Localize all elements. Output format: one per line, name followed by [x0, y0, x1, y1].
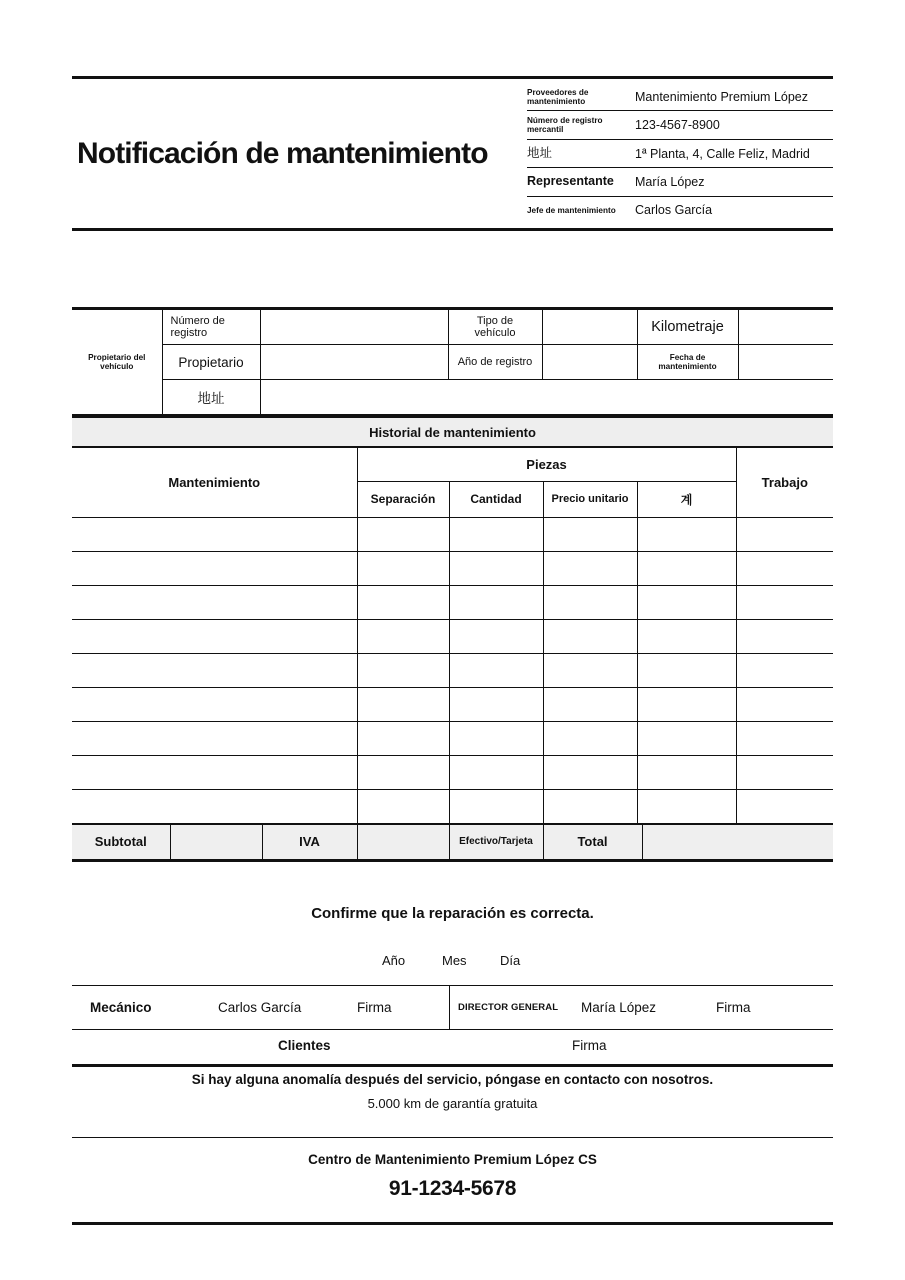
totals-label-payment-method: Efectivo/Tarjeta — [449, 824, 543, 860]
history-cell-maintenance[interactable] — [72, 619, 357, 653]
meta-label-address: 地址 — [527, 145, 553, 160]
history-cell-total[interactable] — [637, 517, 736, 551]
meta-label-maintenance-chief: Jefe de mantenimiento — [527, 205, 616, 215]
owner-value-address[interactable] — [260, 380, 833, 415]
date-label-day: Día — [500, 953, 521, 968]
history-cell-total[interactable] — [637, 653, 736, 687]
footer-notes — [72, 1072, 833, 1111]
totals-value-subtotal[interactable] — [170, 824, 262, 860]
director-name: María López — [581, 1000, 657, 1015]
signature-block — [72, 985, 833, 1067]
history-cell-work[interactable] — [736, 551, 833, 585]
table-row — [72, 824, 833, 860]
owner-label-maintenance-date: Fecha de mantenimiento — [637, 345, 738, 380]
maintenance-history-table — [72, 448, 833, 823]
vehicle-owner-table — [72, 309, 833, 415]
history-cell-unit-price[interactable] — [543, 551, 637, 585]
history-cell-unit-price[interactable] — [543, 755, 637, 789]
owner-value-maintenance-date[interactable] — [738, 345, 833, 380]
table-row — [72, 653, 833, 687]
footer-divider — [72, 1222, 833, 1225]
maintenance-history-section — [72, 416, 833, 862]
owner-label-vehicle-type: Tipo de vehículo — [448, 310, 542, 345]
footer-contact — [72, 1137, 833, 1201]
owner-label-mileage: Kilometraje — [637, 310, 738, 345]
history-cell-separation[interactable] — [357, 789, 449, 823]
totals-label-iva: IVA — [262, 824, 357, 860]
meta-value-representative: María López — [635, 174, 705, 189]
table-row — [72, 721, 833, 755]
meta-label-representative: Representante — [527, 174, 614, 189]
history-cell-maintenance[interactable] — [72, 721, 357, 755]
history-cell-separation[interactable] — [357, 653, 449, 687]
history-cell-quantity[interactable] — [449, 789, 543, 823]
history-cell-separation[interactable] — [357, 585, 449, 619]
history-cell-unit-price[interactable] — [543, 653, 637, 687]
history-cell-quantity[interactable] — [449, 551, 543, 585]
table-row — [72, 380, 833, 415]
signature-row-clients — [72, 1030, 833, 1064]
owner-value-vehicle-type[interactable] — [542, 310, 637, 345]
history-subcol-unit-price: Precio unitario — [543, 481, 637, 517]
history-cell-total[interactable] — [637, 687, 736, 721]
mechanic-signature-label[interactable]: Firma — [357, 1000, 392, 1015]
history-cell-work[interactable] — [736, 687, 833, 721]
history-header-row-1 — [72, 448, 833, 481]
history-cell-total[interactable] — [637, 619, 736, 653]
footer-phone: 91-1234-5678 — [388, 1177, 517, 1200]
owner-label-owner-name: Propietario — [162, 345, 260, 380]
mechanic-label: Mecánico — [90, 1000, 152, 1015]
owner-value-mileage[interactable] — [738, 310, 833, 345]
table-row — [72, 619, 833, 653]
meta-row-address — [527, 140, 833, 168]
table-row — [72, 551, 833, 585]
meta-row-provider — [527, 83, 833, 111]
history-cell-quantity[interactable] — [449, 687, 543, 721]
page-title: Notificación de mantenimiento — [77, 136, 488, 170]
table-row — [72, 517, 833, 551]
history-col-work: Trabajo — [736, 448, 833, 517]
history-cell-total[interactable] — [637, 585, 736, 619]
history-cell-total[interactable] — [637, 551, 736, 585]
director-label: DIRECTOR GENERAL — [458, 1002, 559, 1013]
history-cell-unit-price[interactable] — [543, 619, 637, 653]
history-subcol-total: 계 — [637, 481, 736, 517]
history-cell-maintenance[interactable] — [72, 687, 357, 721]
history-col-parts: Piezas — [357, 448, 736, 481]
director-signature-label[interactable]: Firma — [716, 1000, 751, 1015]
history-cell-unit-price[interactable] — [543, 517, 637, 551]
meta-row-maintenance-chief — [527, 197, 833, 224]
history-cell-quantity[interactable] — [449, 585, 543, 619]
history-cell-unit-price[interactable] — [543, 721, 637, 755]
confirmation-title: Confirme que la reparación es correcta. — [311, 905, 594, 922]
date-label-year: Año — [382, 953, 406, 968]
history-cell-work[interactable] — [736, 517, 833, 551]
history-cell-quantity[interactable] — [449, 755, 543, 789]
history-cell-work[interactable] — [736, 789, 833, 823]
history-cell-maintenance[interactable] — [72, 551, 357, 585]
owner-value-registration-year[interactable] — [542, 345, 637, 380]
history-cell-work[interactable] — [736, 721, 833, 755]
history-cell-maintenance[interactable] — [72, 653, 357, 687]
owner-value-owner-name[interactable] — [260, 345, 448, 380]
history-cell-separation[interactable] — [357, 551, 449, 585]
totals-value-total[interactable] — [642, 824, 833, 860]
totals-label-subtotal: Subtotal — [72, 824, 170, 860]
history-cell-unit-price[interactable] — [543, 687, 637, 721]
history-subcol-separation: Separación — [357, 481, 449, 517]
owner-side-label: Propietario del vehículo — [72, 310, 162, 415]
owner-label-registration-year: Año de registro — [448, 345, 542, 380]
table-row — [72, 345, 833, 380]
history-cell-separation[interactable] — [357, 687, 449, 721]
table-row — [72, 310, 833, 345]
history-cell-maintenance[interactable] — [72, 585, 357, 619]
footer-warranty-note: 5.000 km de garantía gratuita — [367, 1096, 538, 1111]
totals-label-total: Total — [543, 824, 642, 860]
history-cell-total[interactable] — [637, 721, 736, 755]
totals-row — [72, 823, 833, 862]
meta-label-business-number: Número de registro mercantil — [527, 116, 603, 135]
owner-value-registration-number[interactable] — [260, 310, 448, 345]
history-col-maintenance: Mantenimiento — [72, 448, 357, 517]
totals-value-iva[interactable] — [357, 824, 449, 860]
document-header — [72, 76, 833, 231]
history-cell-work[interactable] — [736, 585, 833, 619]
meta-label-provider: Proveedores de mantenimiento — [527, 87, 589, 106]
meta-row-business-number — [527, 111, 833, 139]
history-cell-separation[interactable] — [357, 721, 449, 755]
owner-label-registration-number: Número de registro — [162, 310, 260, 345]
history-subcol-quantity: Cantidad — [449, 481, 543, 517]
meta-value-provider: Mantenimiento Premium López — [635, 89, 808, 104]
meta-value-address: 1ª Planta, 4, Calle Feliz, Madrid — [635, 146, 810, 161]
meta-value-maintenance-chief: Carlos García — [635, 203, 713, 218]
clients-label: Clientes — [278, 1038, 331, 1053]
history-cell-work[interactable] — [736, 653, 833, 687]
history-title: Historial de mantenimiento — [72, 416, 833, 448]
table-row — [72, 585, 833, 619]
history-cell-quantity[interactable] — [449, 517, 543, 551]
signature-row-officials — [72, 986, 833, 1030]
history-cell-work[interactable] — [736, 619, 833, 653]
clients-signature-label[interactable]: Firma — [572, 1038, 607, 1053]
mechanic-name: Carlos García — [218, 1000, 302, 1015]
vehicle-owner-section — [72, 307, 833, 418]
meta-row-representative — [527, 168, 833, 196]
footer-anomaly-note: Si hay alguna anomalía después del servicio, póngase en contacto con nosotros. — [191, 1072, 714, 1087]
table-row — [72, 687, 833, 721]
table-row — [72, 789, 833, 823]
history-cell-separation[interactable] — [357, 517, 449, 551]
date-label-month: Mes — [442, 953, 467, 968]
history-cell-quantity[interactable] — [449, 619, 543, 653]
footer-center-name: Centro de Mantenimiento Premium López CS — [308, 1152, 597, 1167]
history-cell-total[interactable] — [637, 755, 736, 789]
history-cell-quantity[interactable] — [449, 721, 543, 755]
document-page — [72, 0, 833, 1280]
history-cell-separation[interactable] — [357, 755, 449, 789]
provider-info-table — [527, 79, 833, 228]
history-cell-unit-price[interactable] — [543, 585, 637, 619]
owner-label-address: 地址 — [162, 380, 260, 415]
history-cell-maintenance[interactable] — [72, 517, 357, 551]
signature-cell-mechanic — [72, 986, 450, 1029]
table-row — [72, 755, 833, 789]
signature-cell-director — [450, 986, 833, 1029]
history-cell-work[interactable] — [736, 755, 833, 789]
meta-value-business-number: 123-4567-8900 — [635, 118, 720, 133]
history-cell-unit-price[interactable] — [543, 789, 637, 823]
history-cell-total[interactable] — [637, 789, 736, 823]
history-cell-maintenance[interactable] — [72, 755, 357, 789]
history-cell-separation[interactable] — [357, 619, 449, 653]
history-cell-maintenance[interactable] — [72, 789, 357, 823]
history-cell-quantity[interactable] — [449, 653, 543, 687]
